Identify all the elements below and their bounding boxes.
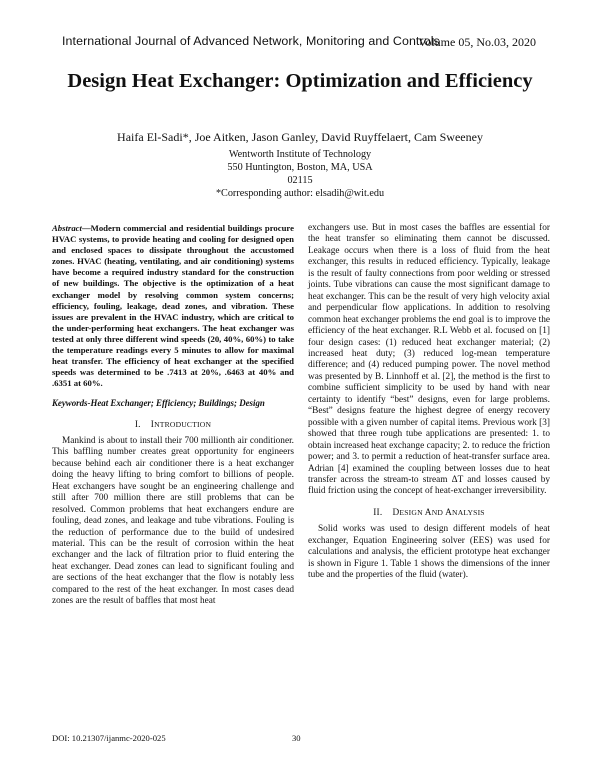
affiliation-institute: Wentworth Institute of Technology bbox=[228, 149, 372, 160]
introduction-continued-paragraph: exchangers use. But in most cases the baffles are essential for the heat transfer so eliminating them cannot be discussed. Leakage occurs when there is a loss of fluid from the heat exchanger, this results in reduced efficiency. Typically, leakage is the result of faulty connections from poor welding or stressed joints. Tube vibrations can cause the most significant damage to heat exchanger. This can be the result of very high velocity axial and perpendicular flow applications. In addition to resolving common heat exchanger problems the end goal is to improve the efficiency of the heat exchanger. R.L Webb et al. focused on [1] four design cases: (1) reduced heat exchanger material; (2) increased heat duty; (3) reduced log-mean temperature difference; and (4) reduced pumping power. The novel method was presented by B. Linnhoff et al. [2], the method is the first to combine sufficient simplicity to be used by hand with near certainty to identify “best” designs, even for large problems. “Best” designs feature the highest degree of energy recovery possible with a given number of capital items. Previous work [3] showed that three rough tube applications are presented: 1. to obtain increased heat exchange capacity; 2. to reduce the friction power; and 3. to permit a reduction of heat-transfer surface area. Adrian [4] examined the coupling between losses due to heat transfer across the stream-to stream ΔT and losses caused by fluid friction using the concept of heat-exchanger irreversibility. bbox=[308, 223, 550, 497]
abstract bbox=[52, 223, 294, 389]
affiliation-address: 550 Huntington, Boston, MA, USA bbox=[227, 162, 373, 173]
paper-title: Design Heat Exchanger: Optimization and Efficiency bbox=[67, 70, 533, 92]
abstract-label: Abstract bbox=[52, 223, 82, 233]
volume-info: Volume 05, No.03, 2020 bbox=[418, 35, 536, 49]
design-analysis-paragraph: Solid works was used to design different models of heat exchanger, Equation Engineering solver (EES) was used for calculations and analysis, the efficient prototype heat exchanger is shown in Figure 1. Table 1 shows the dimensions of the inner tube and the properties of the fluid (water). bbox=[308, 524, 550, 581]
author-list: Haifa El-Sadi*, Joe Aitken, Jason Ganley, David Ruyffelaert, Cam Sweeney bbox=[117, 130, 483, 144]
corresponding-author: *Corresponding author: elsadih@wit.edu bbox=[215, 188, 385, 199]
abstract-text: —Modern commercial and residential buildings procure HVAC systems, to provide heating and cooling for designed open and enclosed spaces to dissipate throughout the accustomed zones. HVAC (heating, ventilating, and air conditioning) systems have become a required industry standard for the construction of new buildings. The objective is the optimization of a heat exchanger model by resolving common system concerns; efficiency, fouling, leakage, dead zones, and vibration. These issues are prevalent in the HVAC industry, which are critical to the under-performing heat exchangers. The heat exchanger was tested at only three different wind speeds (20, 40%, 60%) to take the temperature readings every 5 minutes to allow for maximal heat transfer. The efficiency of heat exchanger at the specified speeds was determined to be .7413 at 20%, .6463 at 40% and .6351 at 60%. bbox=[52, 223, 294, 389]
introduction-paragraph: Mankind is about to install their 700 millionth air conditioner. This baffling number creates great opportunity for engineers because behind each air conditioner there is a heat exchanger doing the heavy lifting to bring comfort to billions of people. Heat exchangers have sought be an engineering challenge and still after 700 million there are still problems that can be resolved. Common problems that heat exchangers endure are fouling, dead zones, and leakage and tube vibrations. Fouling is the reduction of performance due to the build of undesired material. This can be the result of corrosion within the heat exchanger and the lack of filtration prior to fluid entering the heat exchanger. Dead zones can lead to significant fouling and are sections of the heat exchanger that the flow is notably less compared to the rest of the heat exchanger. In most cases dead zones are the result of baffles that most heat bbox=[52, 435, 294, 607]
journal-header: International Journal of Advanced Network, Monitoring and Controls bbox=[62, 34, 440, 48]
keywords: Keywords-Heat Exchanger; Efficiency; Buildings; Design bbox=[52, 398, 265, 409]
doi-footer: DOI: 10.21307/ijanmc-2020-025 bbox=[52, 733, 166, 743]
right-column bbox=[308, 223, 550, 582]
left-column bbox=[52, 223, 294, 608]
affiliation-zip: 02115 bbox=[287, 175, 313, 186]
section-heading-introduction: I. INTRODUCTION bbox=[134, 419, 212, 430]
page-number: 30 bbox=[292, 733, 301, 743]
section-heading-design-analysis: II. DESIGN AND ANALYSIS bbox=[373, 507, 485, 518]
